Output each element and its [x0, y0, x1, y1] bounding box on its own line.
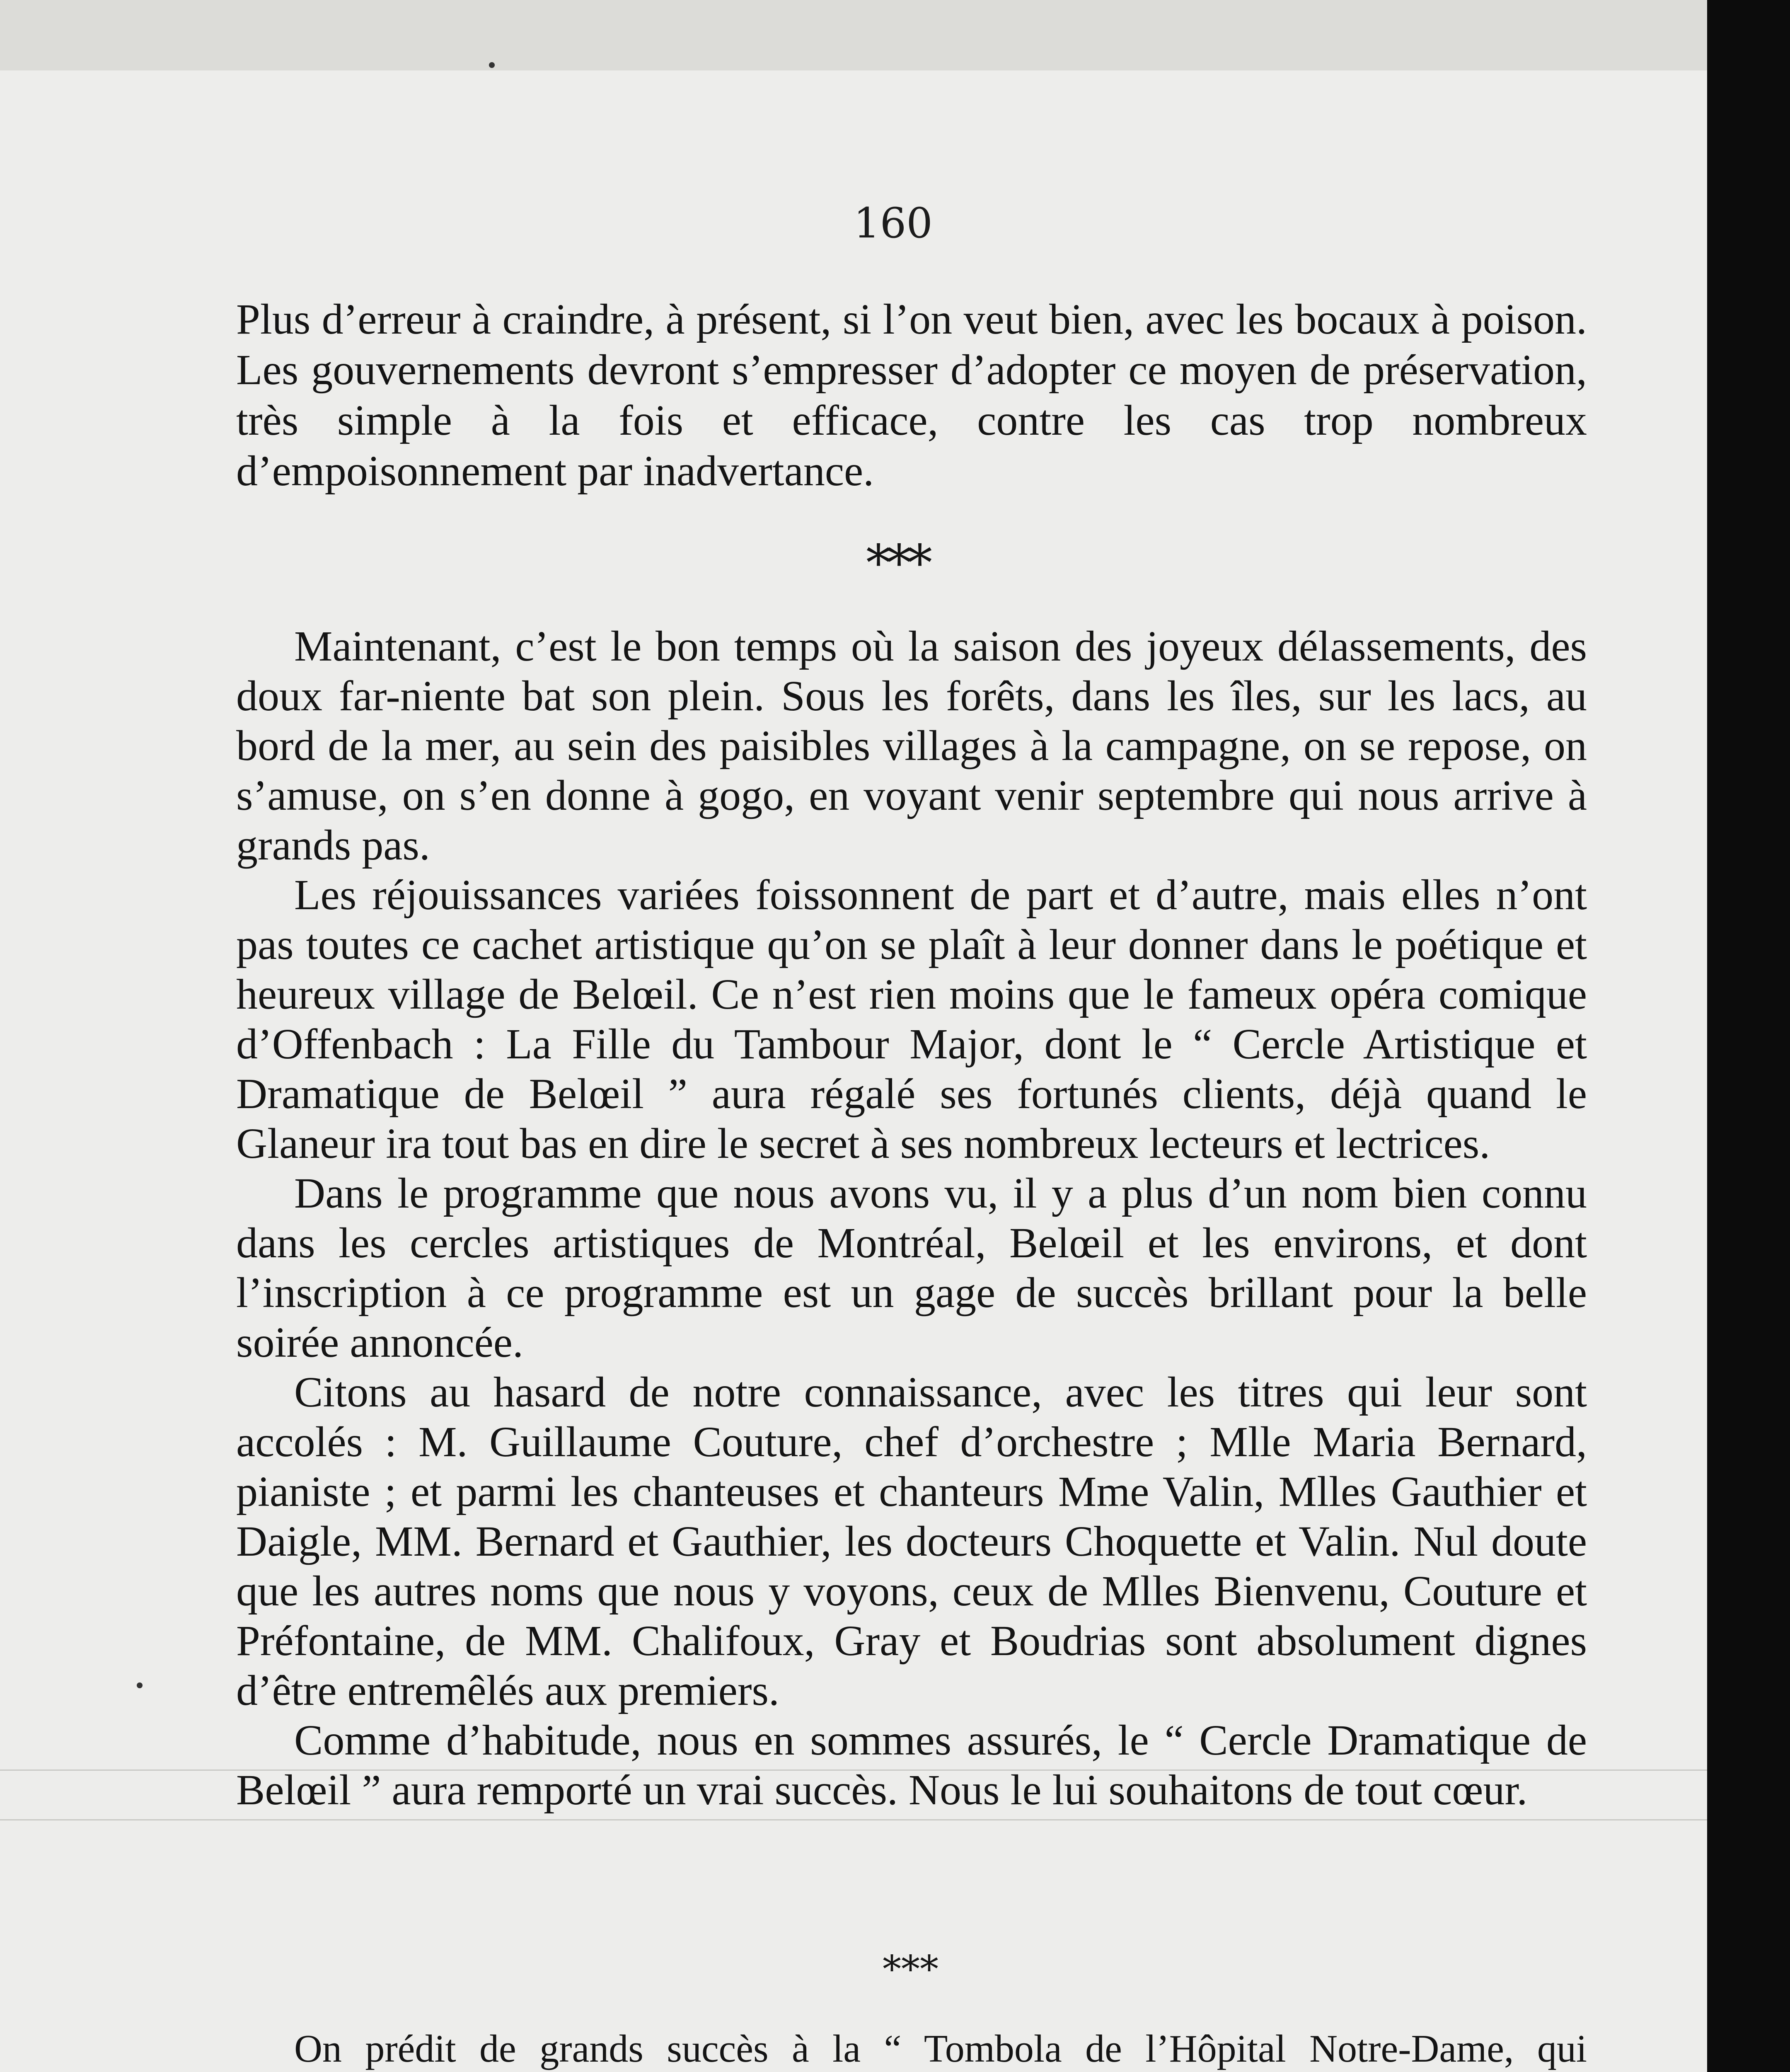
paragraph: Les réjouissances variées foissonnent de part et d’autre, mais elles n’ont pas toutes ce cachet artistique qu’on se plaît à leur donner dans le poétique et heureux village de Belœil. Ce n’est rien moins que le fameux opéra comique d’Offenbach : La Fille du Tambour Major, dont le “ Cercle Artistique et Dramatique de Belœil ” aura régalé ses fortunés clients, déjà quand le Glaneur ira tout bas en dire le secret à ses nombreux lecteurs et lectrices. [236, 871, 1587, 1167]
article-section [236, 622, 1587, 1815]
scan-edge-shadow [1707, 0, 1790, 2072]
bleed-through-line [0, 1819, 1707, 1820]
paragraph: Dans le programme que nous avons vu, il y a plus d’un nom bien connu dans les cercles artistiques de Montréal, Belœil et les environs, et dont l’inscription à ce programme est un gage de succès brillant pour la belle soirée annoncée. [236, 1169, 1587, 1366]
intro-paragraph: Plus d’erreur à craindre, à présent, si l’on veut bien, avec les bocaux à poison. Les gouvernements devront s’empresser d’adopter ce moyen de préservation, très simple à la fois et efficace, contre les cas trop nombreux d’empoisonnement par inadvertance. [236, 295, 1587, 495]
paragraph: Maintenant, c’est le bon temps où la saison des joyeux délassements, des doux far-niente bat son plein. Sous les forêts, dans les îles, sur les lacs, au bord de la mer, au sein des paisibles villages à la campagne, on se repose, on s’amuse, on s’en donne à gogo, en voyant venir septembre qui nous arrive à grands pas. [236, 622, 1587, 869]
page-top-shading [0, 0, 1707, 70]
news-note-section [236, 2026, 1587, 2072]
page-number: 160 [854, 199, 933, 247]
paragraph: Citons au hasard de notre connaissance, avec les titres qui leur sont accolés : M. Guillaume Couture, chef d’orchestre ; Mlle Maria Bernard, pianiste ; et parmi les chanteuses et chanteurs Mme Valin, Mlles Gauthier et Daigle, MM. Bernard et Gauthier, les docteurs Choquette et Valin. Nul doute que les autres noms que nous y voyons, ceux de Mlles Bienvenu, Couture et Préfontaine, de MM. Chalifoux, Gray et Boudrias sont absolument dignes d’être entremêlés aux premiers. [236, 1368, 1587, 1714]
dust-speck [137, 1682, 143, 1688]
intro-paragraph-block [236, 294, 1587, 496]
asterism-separator: *** [883, 1948, 939, 1991]
asterism-separator: *** [866, 535, 928, 592]
paragraph: On prédit de grands succès à la “ Tombola de l’Hôpital Notre-Dame, qui [294, 2027, 1587, 2070]
paragraph: Comme d’habitude, nous en sommes assurés, le “ Cercle Dramatique de Belœil ” aura remporté un vrai succès. Nous le lui souhaitons de tout cœur. [236, 1716, 1587, 1814]
dust-speck [489, 62, 495, 68]
